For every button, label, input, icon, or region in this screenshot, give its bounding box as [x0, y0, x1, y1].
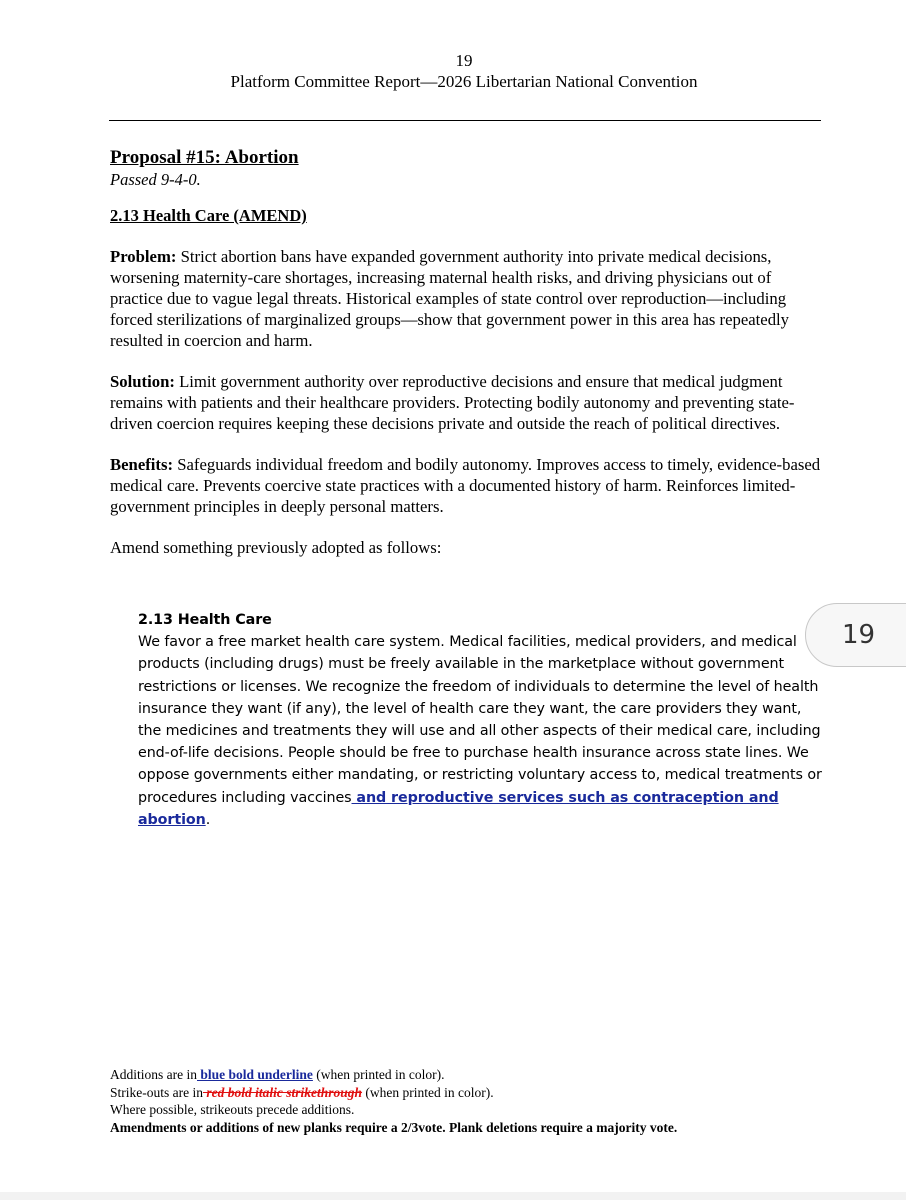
legend-additions-sample: blue bold underline [197, 1067, 313, 1082]
plank-body-paragraph [138, 631, 828, 831]
benefits-label: Benefits: [110, 455, 174, 474]
page-indicator-badge [805, 603, 906, 667]
plank-text-block [138, 609, 828, 831]
legend-additions-suffix: (when printed in color). [312, 1067, 445, 1082]
viewer-bottom-strip [0, 1192, 906, 1200]
legend-footer [110, 1066, 850, 1136]
proposal-title: Proposal #15: Abortion [110, 147, 299, 168]
problem-label: Problem: [110, 247, 177, 266]
legend-order-note: Where possible, strikeouts precede additions. [110, 1102, 355, 1117]
legend-strikeouts-sample: red bold italic strikethrough [202, 1084, 363, 1100]
running-header: Platform Committee Report—2026 Libertarian National Convention [230, 72, 698, 91]
problem-paragraph [110, 246, 825, 351]
proposal-content [110, 146, 825, 558]
legend-strikeouts-prefix: Strike-outs are in [110, 1084, 203, 1100]
benefits-text: Safeguards individual freedom and bodily autonomy. Improves access to timely, evidence-based medical care. Prevents coercive state practices with a documented history of harm. Reinforces limited-government principles in deeply personal matters. [110, 455, 821, 516]
plank-title: 2.13 Health Care [138, 612, 272, 628]
benefits-paragraph [110, 454, 825, 517]
solution-text: Limit government authority over reproductive decisions and ensure that medical judgment remains with patients and their healthcare providers. Protecting bodily autonomy and preventing state-driven coercion requires keeping these decisions private and outside the reach of political directives. [110, 372, 795, 433]
plank-body: We favor a free market health care system. Medical facilities, medical providers, and medical products (including drugs) must be freely available in the marketplace without government restrictions or licenses. We recognize the freedom of individuals to determine the level of health insurance they want (if any), the level of health care they want, the care providers they want, the medicines and treatments they will use and all other aspects of their medical care, including end-of-life decisions. People should be free to purchase health insurance across state lines. We oppose governments either mandating, or restricting voluntary access to, medical treatments or procedures including vaccines [138, 634, 822, 806]
legend-strikeouts [110, 1084, 850, 1102]
header-divider [109, 120, 821, 121]
solution-paragraph [110, 371, 825, 434]
page-number: 19 [455, 51, 473, 70]
legend-strikeouts-suffix: (when printed in color). [362, 1084, 494, 1100]
legend-additions [110, 1066, 850, 1084]
plank-end: . [205, 811, 211, 828]
proposal-status: Passed 9-4-0. [110, 170, 201, 189]
plank-addition: and reproductive services such as contraception and abortion [138, 789, 779, 828]
page-indicator-number: 19 [842, 620, 876, 650]
legend-vote-rule: Amendments or additions of new planks require a 2/3vote. Plank deletions require a majority vote. [110, 1119, 678, 1135]
amend-intro: Amend something previously adopted as follows: [110, 538, 442, 557]
legend-additions-prefix: Additions are in [110, 1067, 197, 1082]
section-heading: 2.13 Health Care (AMEND) [110, 206, 307, 225]
problem-text: Strict abortion bans have expanded government authority into private medical decisions, worsening maternity-care shortages, increasing maternal health risks, and driving physicians out of practice due to vague legal threats. Historical examples of state control over reproduction—including forced sterilizations of marginalized groups—show that government power in this area has repeatedly resulted in coercion and harm. [110, 247, 790, 350]
solution-label: Solution: [110, 372, 175, 391]
